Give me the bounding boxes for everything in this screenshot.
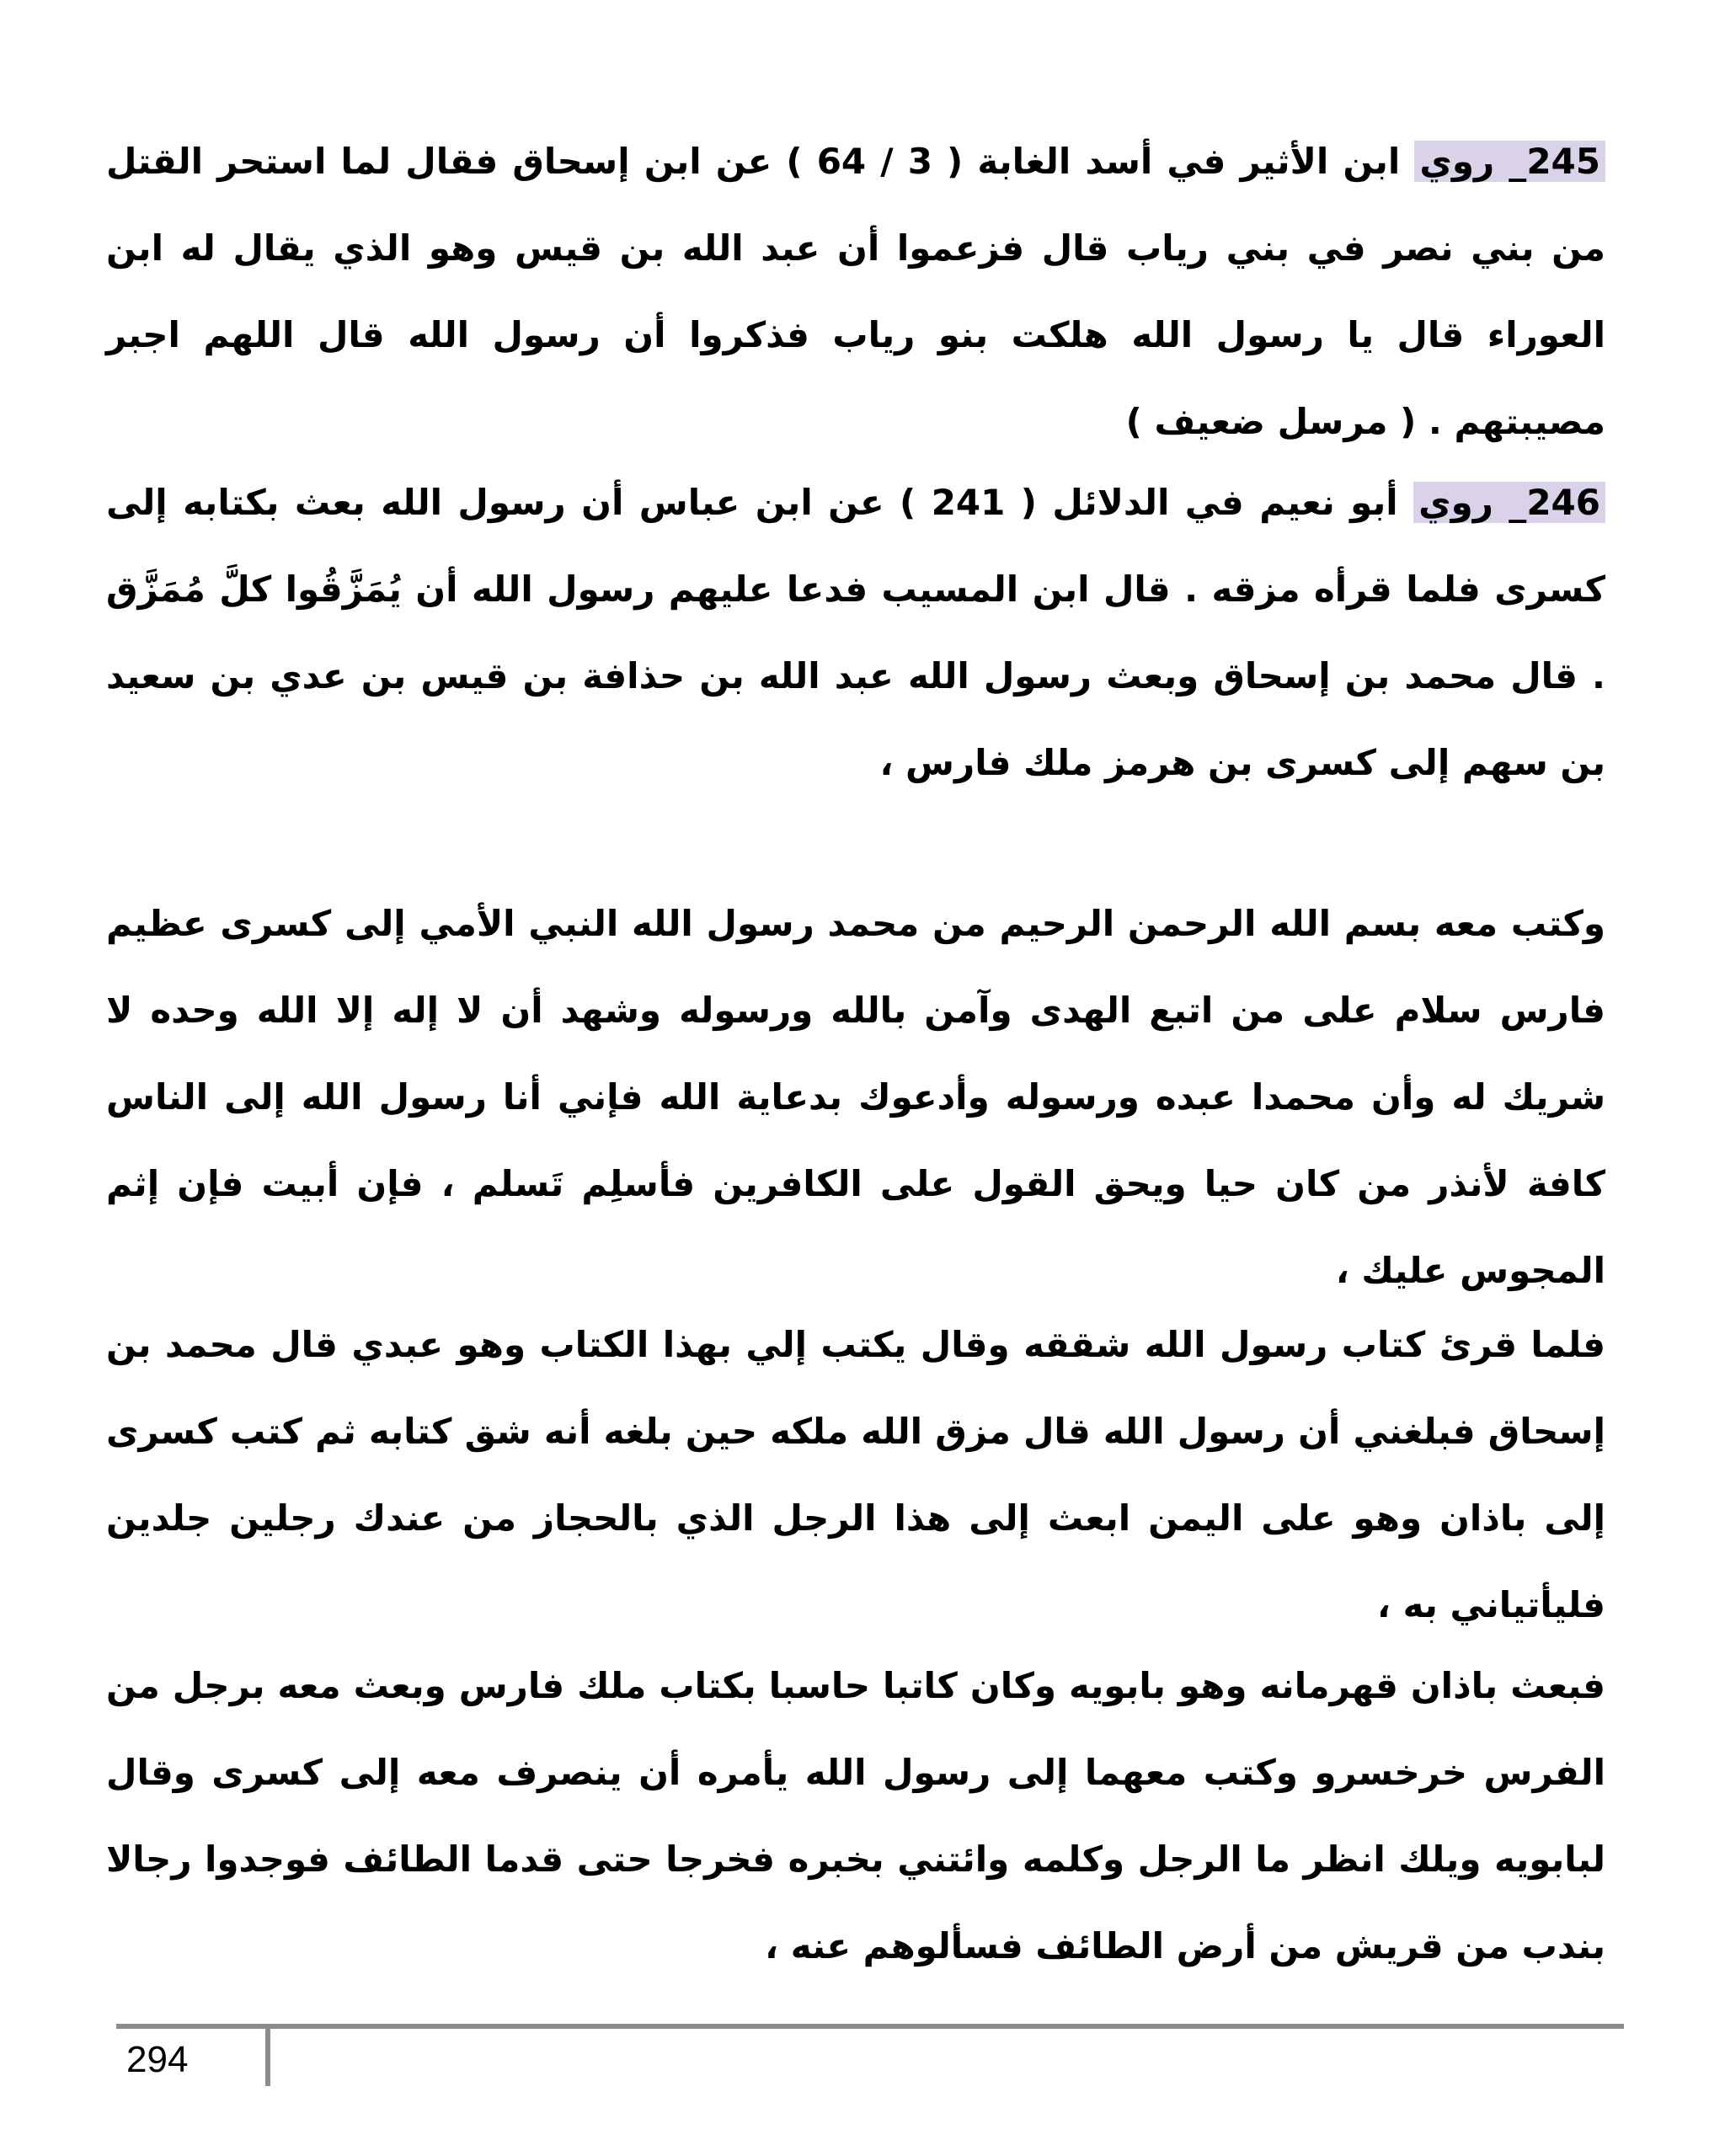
paragraph-text: وكتب معه بسم الله الرحمن الرحيم من محمد رسول الله النبي الأمي إلى كسرى عظيم فارس سلام على من اتبع الهدى وآمن بالله ورسوله وشهد أن لا إله إلا الله وحده لا شريك له وأن محمدا عبده ورسوله وأدعوك بدعاية الله فإني أنا رسول الله إلى الناس كافة لأنذر من كان حيا ويحق القول على الكافرين فأسلِم تَسلم ، فإن أبيت فإن إثم المجوس عليك ، xyxy=(106,903,1605,1291)
hadith-number-highlight: 245_ روي xyxy=(1414,141,1605,182)
paragraph-text: أبو نعيم في الدلائل ( 241 ) عن ابن عباس أن رسول الله بعث بكتابه إلى كسرى فلما قرأه مزقه . قال ابن المسيب فدعا عليهم رسول الله أن يُمَزَّقُوا كلَّ مُمَزَّق . قال محمد بن إسحاق وبعث رسول الله عبد الله بن حذافة بن قيس بن عدي بن سعيد بن سهم إلى كسرى بن هرمز ملك فارس ، xyxy=(106,482,1605,783)
footer-vertical-tick xyxy=(265,2027,270,2086)
hadith-paragraph-246 xyxy=(106,459,1605,806)
paragraph-text: ابن الأثير في أسد الغابة ( 3 / 64 ) عن ابن إسحاق فقال لما استحر القتل من بني نصر في بني رياب قال فزعموا أن عبد الله بن قيس وهو الذي يقال له ابن العوراء قال يا رسول الله هلكت بنو رياب فذكروا أن رسول الله قال اللهم اجبر مصيبتهم . ( مرسل ضعيف ) xyxy=(106,141,1605,442)
letter-paragraph xyxy=(106,880,1605,1314)
hadith-number-highlight: 246_ روي xyxy=(1413,482,1605,523)
paragraph-text: فلما قرئ كتاب رسول الله شققه وقال يكتب إلي بهذا الكتاب وهو عبدي قال محمد بن إسحاق فبلغني أن رسول الله قال مزق الله ملكه حين بلغه أنه شق كتابه ثم كتب كسرى إلى باذان وهو على اليمن ابعث إلى هذا الرجل الذي بالحجاز من عندك رجلين جلدين فليأتياني به ، xyxy=(106,1324,1605,1625)
hadith-paragraph-245 xyxy=(106,118,1605,465)
narrative-paragraph xyxy=(106,1642,1605,1989)
narrative-paragraph xyxy=(106,1301,1605,1648)
footer-divider xyxy=(116,2024,1624,2029)
page-number: 294 xyxy=(126,2039,189,2080)
paragraph-text: فبعث باذان قهرمانه وهو بابويه وكان كاتبا حاسبا بكتاب ملك فارس وبعث معه برجل من الفرس خرخسرو وكتب معهما إلى رسول الله يأمره أن ينصرف معه إلى كسرى وقال لبابويه ويلك انظر ما الرجل وكلمه وائتني بخبره فخرجا حتى قدما الطائف فوجدوا رجالا بندب من قريش من أرض الطائف فسألوهم عنه ، xyxy=(106,1665,1605,1967)
